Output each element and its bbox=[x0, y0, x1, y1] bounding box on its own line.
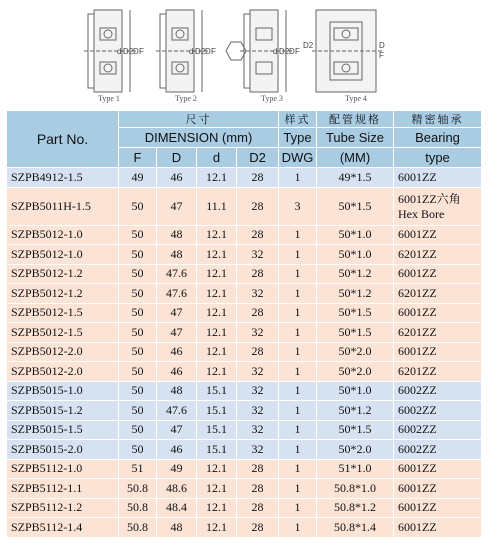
cell-tube: 50*1.0 bbox=[317, 245, 394, 265]
table-row bbox=[7, 264, 482, 284]
type-4-drawing bbox=[312, 10, 382, 92]
table-row bbox=[7, 420, 482, 440]
cell-d: 12.1 bbox=[197, 342, 237, 362]
cell-part: SZPB5015-1.2 bbox=[7, 401, 119, 421]
cell-part: SZPB5012-1.0 bbox=[7, 245, 119, 265]
table-row bbox=[7, 362, 482, 382]
cell-tube: 50*2.0 bbox=[317, 362, 394, 382]
cell-d: 15.1 bbox=[197, 420, 237, 440]
cell-f: 50 bbox=[119, 303, 157, 323]
drawing-type-2-label: Type 2 bbox=[175, 94, 197, 103]
cell-f: 50 bbox=[119, 225, 157, 245]
drawing-type-3-label: Type 3 bbox=[261, 94, 283, 103]
cell-d2: 28 bbox=[237, 518, 279, 538]
cell-type: 1 bbox=[279, 284, 317, 304]
type1-label-D2: D2 bbox=[123, 47, 134, 56]
cell-d2: 28 bbox=[237, 459, 279, 479]
cell-f: 50.8 bbox=[119, 498, 157, 518]
header-col-D: D bbox=[157, 148, 197, 168]
cell-d: 48 bbox=[157, 245, 197, 265]
cell-part: SZPB5012-1.2 bbox=[7, 264, 119, 284]
cell-d: 47 bbox=[157, 323, 197, 343]
cell-tube: 50*2.0 bbox=[317, 440, 394, 460]
table-row bbox=[7, 225, 482, 245]
cell-part: SZPB5011H-1.5 bbox=[7, 187, 119, 225]
cell-d: 12.1 bbox=[197, 264, 237, 284]
cell-d: 48 bbox=[157, 225, 197, 245]
cell-tube: 50*1.0 bbox=[317, 225, 394, 245]
cell-type: 1 bbox=[279, 479, 317, 499]
svg-text:D: D bbox=[379, 41, 385, 50]
table-row bbox=[7, 459, 482, 479]
cell-bearing: 6001ZZ bbox=[394, 518, 482, 538]
cell-type: 1 bbox=[279, 323, 317, 343]
cell-f: 50 bbox=[119, 264, 157, 284]
cell-f: 50 bbox=[119, 381, 157, 401]
table-row bbox=[7, 245, 482, 265]
technical-drawings bbox=[0, 0, 488, 108]
cell-bearing-line1: 6001ZZ六角 bbox=[398, 192, 461, 206]
cell-type: 1 bbox=[279, 303, 317, 323]
cell-d: 15.1 bbox=[197, 401, 237, 421]
svg-text:D2: D2 bbox=[195, 47, 206, 56]
cell-f: 50 bbox=[119, 187, 157, 225]
cell-f: 51 bbox=[119, 459, 157, 479]
cell-part: SZPB5012-1.2 bbox=[7, 284, 119, 304]
cell-d: 47 bbox=[157, 303, 197, 323]
cell-tube: 50.8*1.4 bbox=[317, 518, 394, 538]
cell-tube: 50*1.5 bbox=[317, 323, 394, 343]
cell-d2: 32 bbox=[237, 440, 279, 460]
cell-d: 12.1 bbox=[197, 362, 237, 382]
table-header bbox=[7, 111, 482, 168]
cell-bearing-line2: Hex Bore bbox=[398, 207, 445, 221]
cell-bearing: 6001ZZ bbox=[394, 342, 482, 362]
cell-type: 1 bbox=[279, 440, 317, 460]
cell-type: 1 bbox=[279, 518, 317, 538]
cell-type: 1 bbox=[279, 342, 317, 362]
svg-text:D2: D2 bbox=[279, 47, 290, 56]
cell-f: 50.8 bbox=[119, 479, 157, 499]
cell-tube: 50.8*1.0 bbox=[317, 479, 394, 499]
drawing-type-1-label: Type 1 bbox=[98, 94, 120, 103]
cell-tube: 50*1.2 bbox=[317, 401, 394, 421]
cell-type: 1 bbox=[279, 381, 317, 401]
type1-label-F: F bbox=[139, 47, 144, 56]
header-part-no: Part No. bbox=[7, 111, 119, 168]
cell-d: 47 bbox=[157, 420, 197, 440]
cell-d: 12.1 bbox=[197, 518, 237, 538]
cell-type: 1 bbox=[279, 459, 317, 479]
cell-tube: 49*1.5 bbox=[317, 168, 394, 188]
header-tube-size: Tube Size bbox=[317, 128, 394, 148]
header-bearing-type: type bbox=[394, 148, 482, 168]
cell-d2: 28 bbox=[237, 303, 279, 323]
cell-d: 46 bbox=[157, 362, 197, 382]
cell-type: 1 bbox=[279, 498, 317, 518]
cell-d2: 32 bbox=[237, 284, 279, 304]
cell-tube: 50*1.5 bbox=[317, 420, 394, 440]
header-bearing-cn: 精密轴承 bbox=[394, 111, 482, 128]
cell-f: 50 bbox=[119, 362, 157, 382]
cell-type: 3 bbox=[279, 187, 317, 225]
cell-type: 1 bbox=[279, 245, 317, 265]
cell-d: 12.1 bbox=[197, 479, 237, 499]
cell-bearing: 6002ZZ bbox=[394, 401, 482, 421]
svg-text:F: F bbox=[295, 47, 300, 56]
table-row bbox=[7, 284, 482, 304]
cell-d2: 32 bbox=[237, 420, 279, 440]
svg-text:d: d bbox=[273, 47, 278, 56]
cell-d: 48.6 bbox=[157, 479, 197, 499]
cell-f: 50 bbox=[119, 284, 157, 304]
cell-d: 46 bbox=[157, 342, 197, 362]
cell-part: SZPB5112-1.2 bbox=[7, 498, 119, 518]
cell-f: 50 bbox=[119, 420, 157, 440]
table-row bbox=[7, 518, 482, 538]
cell-type: 1 bbox=[279, 401, 317, 421]
cell-bearing: 6201ZZ bbox=[394, 362, 482, 382]
cell-d: 48 bbox=[157, 518, 197, 538]
cell-d: 15.1 bbox=[197, 381, 237, 401]
cell-bearing: 6001ZZ bbox=[394, 479, 482, 499]
pulley-drawings-svg bbox=[0, 0, 488, 108]
cell-tube: 50*1.5 bbox=[317, 187, 394, 225]
cell-part: SZPB5112-1.0 bbox=[7, 459, 119, 479]
cell-part: SZPB5112-1.4 bbox=[7, 518, 119, 538]
cell-d: 11.1 bbox=[197, 187, 237, 225]
cell-bearing: 6201ZZ bbox=[394, 323, 482, 343]
cell-d: 46 bbox=[157, 168, 197, 188]
cell-part: SZPB5015-1.0 bbox=[7, 381, 119, 401]
cell-tube: 51*1.0 bbox=[317, 459, 394, 479]
header-col-D2: D2 bbox=[237, 148, 279, 168]
cell-d: 47.6 bbox=[157, 284, 197, 304]
cell-d: 46 bbox=[157, 440, 197, 460]
table-row bbox=[7, 479, 482, 499]
table-row bbox=[7, 498, 482, 518]
table-row bbox=[7, 303, 482, 323]
cell-bearing: 6001ZZ bbox=[394, 459, 482, 479]
cell-type: 1 bbox=[279, 225, 317, 245]
type1-label-d: d bbox=[117, 47, 122, 56]
cell-d: 12.1 bbox=[197, 245, 237, 265]
cell-d: 47.6 bbox=[157, 401, 197, 421]
cell-d2: 32 bbox=[237, 323, 279, 343]
cell-bearing: 6201ZZ bbox=[394, 284, 482, 304]
cell-d2: 32 bbox=[237, 245, 279, 265]
cell-tube: 50*1.5 bbox=[317, 303, 394, 323]
cell-d2: 28 bbox=[237, 479, 279, 499]
cell-type: 1 bbox=[279, 264, 317, 284]
specification-table bbox=[6, 110, 482, 538]
cell-bearing: 6001ZZ bbox=[394, 168, 482, 188]
table-row bbox=[7, 342, 482, 362]
cell-d: 47 bbox=[157, 187, 197, 225]
cell-f: 50.8 bbox=[119, 518, 157, 538]
cell-d2: 28 bbox=[237, 187, 279, 225]
cell-bearing: 6001ZZ bbox=[394, 498, 482, 518]
cell-f: 50 bbox=[119, 323, 157, 343]
svg-text:F: F bbox=[379, 51, 384, 60]
header-type-cn: 样式 bbox=[279, 111, 317, 128]
svg-text:d: d bbox=[189, 47, 194, 56]
cell-d: 49 bbox=[157, 459, 197, 479]
cell-type: 1 bbox=[279, 168, 317, 188]
cell-d2: 28 bbox=[237, 264, 279, 284]
cell-tube: 50*1.2 bbox=[317, 284, 394, 304]
header-col-F: F bbox=[119, 148, 157, 168]
cell-part: SZPB5012-1.5 bbox=[7, 323, 119, 343]
cell-part: SZPB5012-1.0 bbox=[7, 225, 119, 245]
cell-bearing bbox=[394, 187, 482, 225]
svg-text:F: F bbox=[211, 47, 216, 56]
cell-part: SZPB5012-2.0 bbox=[7, 362, 119, 382]
cell-f: 50 bbox=[119, 401, 157, 421]
cell-tube: 50*2.0 bbox=[317, 342, 394, 362]
cell-bearing: 6001ZZ bbox=[394, 303, 482, 323]
cell-bearing: 6002ZZ bbox=[394, 440, 482, 460]
cell-d2: 32 bbox=[237, 381, 279, 401]
type1-label-D: D bbox=[133, 47, 139, 56]
cell-d: 15.1 bbox=[197, 440, 237, 460]
cell-type: 1 bbox=[279, 362, 317, 382]
cell-tube: 50.8*1.2 bbox=[317, 498, 394, 518]
cell-f: 49 bbox=[119, 168, 157, 188]
cell-bearing: 6002ZZ bbox=[394, 381, 482, 401]
cell-d2: 32 bbox=[237, 362, 279, 382]
cell-bearing: 6201ZZ bbox=[394, 245, 482, 265]
svg-text:D: D bbox=[289, 47, 295, 56]
cell-bearing: 6002ZZ bbox=[394, 420, 482, 440]
cell-part: SZPB5015-1.5 bbox=[7, 420, 119, 440]
cell-part: SZPB5015-2.0 bbox=[7, 440, 119, 460]
header-size-cn: 尺寸 bbox=[119, 111, 279, 128]
cell-d: 12.1 bbox=[197, 498, 237, 518]
cell-d: 12.1 bbox=[197, 284, 237, 304]
cell-f: 50 bbox=[119, 342, 157, 362]
cell-d: 48.4 bbox=[157, 498, 197, 518]
cell-d: 12.1 bbox=[197, 303, 237, 323]
table-row bbox=[7, 440, 482, 460]
cell-d: 47.6 bbox=[157, 264, 197, 284]
cell-part: SZPB5012-1.5 bbox=[7, 303, 119, 323]
cell-d2: 28 bbox=[237, 498, 279, 518]
cell-tube: 50*1.2 bbox=[317, 264, 394, 284]
cell-d: 12.1 bbox=[197, 459, 237, 479]
table-row bbox=[7, 168, 482, 188]
cell-d: 12.1 bbox=[197, 323, 237, 343]
header-type: Type bbox=[279, 128, 317, 148]
header-tube-unit: (MM) bbox=[317, 148, 394, 168]
cell-tube: 50*1.0 bbox=[317, 381, 394, 401]
table-row bbox=[7, 323, 482, 343]
cell-d2: 32 bbox=[237, 401, 279, 421]
svg-text:D2: D2 bbox=[303, 41, 314, 50]
header-tube-cn: 配管规格 bbox=[317, 111, 394, 128]
cell-type: 1 bbox=[279, 420, 317, 440]
cell-d2: 28 bbox=[237, 168, 279, 188]
table-row bbox=[7, 187, 482, 225]
cell-part: SZPB4912-1.5 bbox=[7, 168, 119, 188]
cell-bearing: 6001ZZ bbox=[394, 225, 482, 245]
cell-d2: 28 bbox=[237, 342, 279, 362]
cell-d: 48 bbox=[157, 381, 197, 401]
cell-bearing: 6001ZZ bbox=[394, 264, 482, 284]
header-col-d: d bbox=[197, 148, 237, 168]
header-dimension: DIMENSION (mm) bbox=[119, 128, 279, 148]
svg-text:D: D bbox=[205, 47, 211, 56]
cell-d: 12.1 bbox=[197, 168, 237, 188]
cell-part: SZPB5112-1.1 bbox=[7, 479, 119, 499]
cell-part: SZPB5012-2.0 bbox=[7, 342, 119, 362]
cell-f: 50 bbox=[119, 245, 157, 265]
cell-d: 12.1 bbox=[197, 225, 237, 245]
cell-f: 50 bbox=[119, 440, 157, 460]
header-dwg: DWG bbox=[279, 148, 317, 168]
table-row bbox=[7, 401, 482, 421]
header-bearing: Bearing bbox=[394, 128, 482, 148]
table-body bbox=[7, 168, 482, 538]
drawing-type-4-label: Type 4 bbox=[345, 94, 367, 103]
cell-d2: 28 bbox=[237, 225, 279, 245]
table-row bbox=[7, 381, 482, 401]
